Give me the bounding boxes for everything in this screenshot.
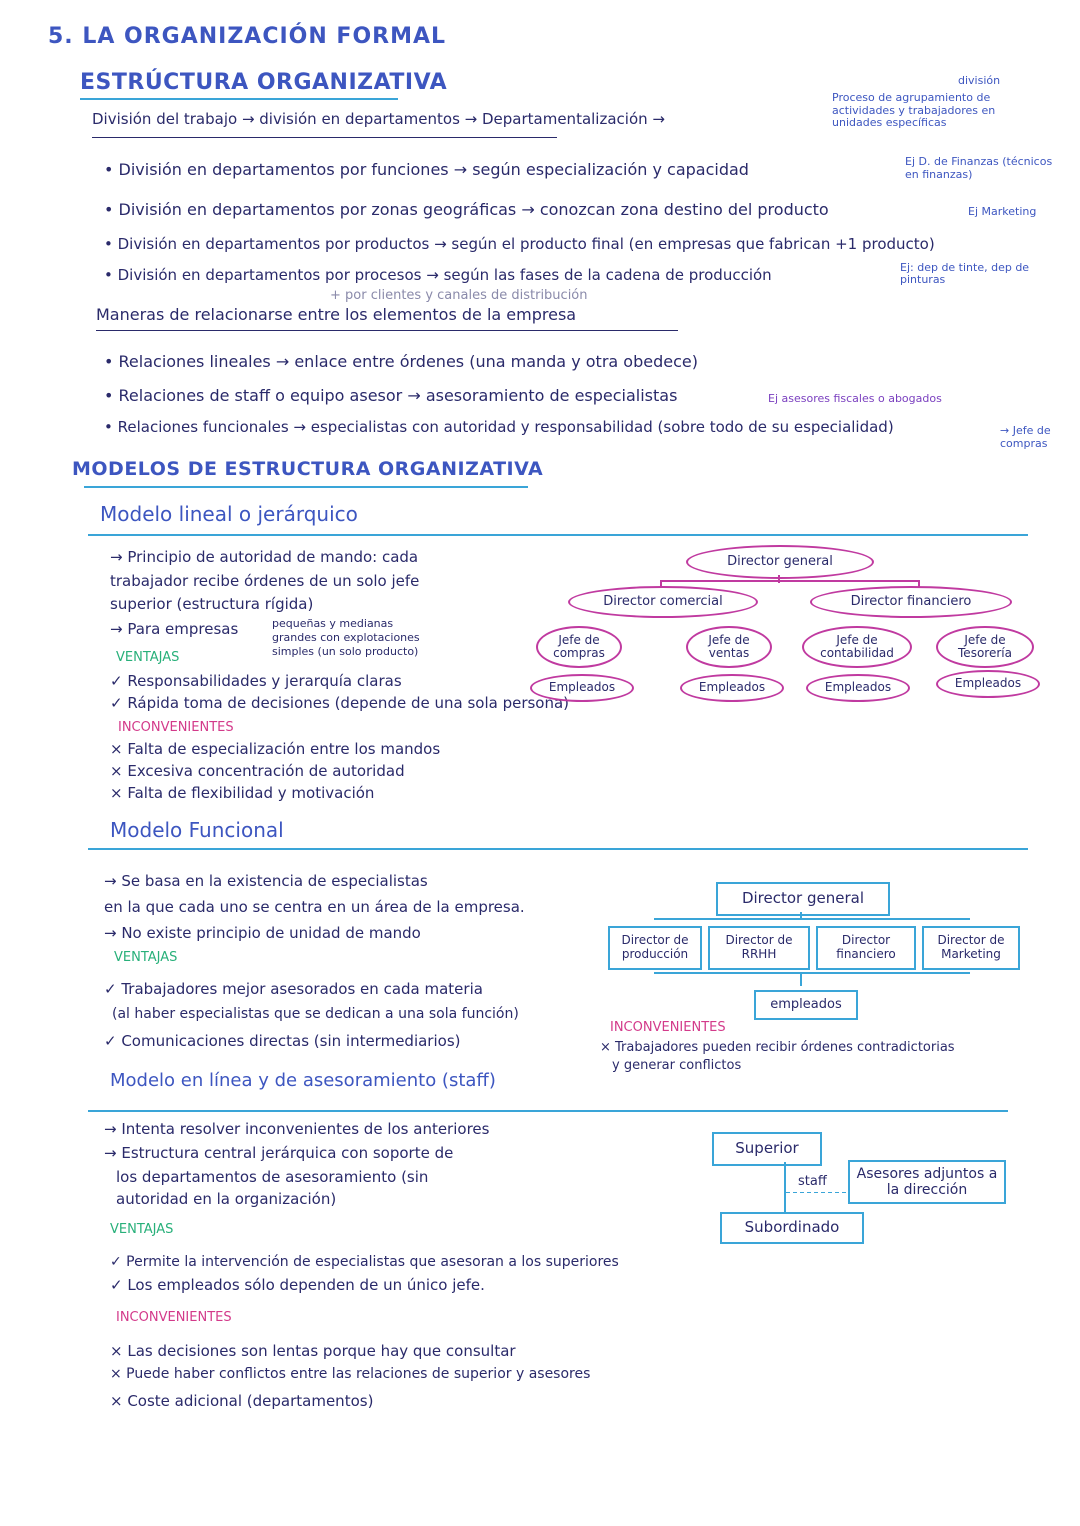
lineal-rule xyxy=(88,534,1028,536)
org-lineal-base-2: Empleados xyxy=(680,674,784,702)
org-funcional-top: Director general xyxy=(716,882,890,916)
org-funcional-mid-1: Director de producción xyxy=(608,926,702,970)
section-heading-modelos: MODELOS DE ESTRUCTURA ORGANIZATIVA xyxy=(72,458,544,480)
org-staff-top: Superior xyxy=(712,1132,822,1166)
lineal-inconveniente-1: × Falta de especialización entre los mandos xyxy=(110,740,441,758)
bullet-funciones-note: Ej D. de Finanzas (técnicos en finanzas) xyxy=(905,155,1053,181)
relation-lineales: • Relaciones lineales → enlace entre órdenes (una manda y otra obedece) xyxy=(104,352,698,371)
org-lineal-low-1: Jefe de compras xyxy=(536,626,622,668)
funcional-line-2: en la que cada uno se centra en un área de la empresa. xyxy=(104,898,525,916)
org-funcional-mid-2: Director de RRHH xyxy=(708,926,810,970)
relation-funcionales-note: → Jefe de compras xyxy=(1000,424,1051,450)
division-note-top: división xyxy=(958,74,1001,87)
org-lineal-low-4: Jefe de Tesorería xyxy=(936,626,1034,668)
funcional-ventaja-3: ✓ Comunicaciones directas (sin intermediarios) xyxy=(104,1032,461,1050)
lineal-option-2: grandes con explotaciones xyxy=(272,631,420,644)
bullet-zonas: • División en departamentos por zonas geográficas → conozcan zona destino del producto xyxy=(104,200,829,219)
staff-inconveniente-2: × Puede haber conflictos entre las relaciones de superior y asesores xyxy=(110,1366,591,1382)
relation-staff-note: Ej asesores fiscales o abogados xyxy=(768,392,942,405)
division-underline xyxy=(92,137,557,138)
lineal-option-1: pequeñas y medianas xyxy=(272,617,394,630)
lineal-ventaja-1: ✓ Responsabilidades y jerarquía claras xyxy=(110,672,402,690)
staff-line-3: los departamentos de asesoramiento (sin xyxy=(116,1168,429,1186)
org-lineal-base-1: Empleados xyxy=(530,674,634,702)
funcional-rule xyxy=(88,848,1028,850)
staff-line-2: → Estructura central jerárquica con soporte de xyxy=(104,1144,454,1162)
org-connector xyxy=(784,1162,786,1212)
lineal-heading: Modelo lineal o jerárquico xyxy=(100,502,358,526)
lineal-line-2: trabajador recibe órdenes de un solo jefe xyxy=(110,572,420,590)
org-staff-label: staff xyxy=(798,1174,827,1189)
bullet-procesos-note: Ej: dep de tinte, dep de pinturas xyxy=(900,261,1030,287)
org-funcional-mid-3: Director financiero xyxy=(816,926,916,970)
staff-heading: Modelo en línea y de asesoramiento (staff) xyxy=(110,1070,496,1091)
relations-underline xyxy=(96,330,678,331)
lineal-line-3: superior (estructura rígida) xyxy=(110,595,314,613)
org-connector xyxy=(800,912,802,920)
org-staff-advisor: Asesores adjuntos a la dirección xyxy=(848,1160,1006,1204)
lineal-ventajas-label: VENTAJAS xyxy=(116,650,180,665)
org-staff-bottom: Subordinado xyxy=(720,1212,864,1244)
staff-inconveniente-3: × Coste adicional (departamentos) xyxy=(110,1392,374,1410)
staff-ventaja-2: ✓ Los empleados sólo dependen de un único jefe. xyxy=(110,1276,485,1294)
staff-rule xyxy=(88,1110,1008,1112)
bullet-extra: + por clientes y canales de distribución xyxy=(330,288,588,303)
org-lineal-base-4: Empleados xyxy=(936,670,1040,698)
staff-line-1: → Intenta resolver inconvenientes de los anteriores xyxy=(104,1120,490,1138)
relations-heading: Maneras de relacionarse entre los elementos de la empresa xyxy=(96,305,577,324)
funcional-inconveniente-2: y generar conflictos xyxy=(612,1058,742,1073)
heading-underline xyxy=(80,98,398,100)
funcional-ventajas-label: VENTAJAS xyxy=(114,950,178,965)
staff-line-4: autoridad en la organización) xyxy=(116,1190,337,1208)
org-lineal-low-3: Jefe de contabilidad xyxy=(802,626,912,668)
funcional-line-1: → Se basa en la existencia de especialistas xyxy=(104,872,428,890)
funcional-inconveniente-1: × Trabajadores pueden recibir órdenes contradictorias xyxy=(600,1040,955,1055)
section-heading-estructura: ESTRÚCTURA ORGANIZATIVA xyxy=(80,70,448,95)
lineal-inconveniente-2: × Excesiva concentración de autoridad xyxy=(110,762,405,780)
bullet-funciones: • División en departamentos por funciones → según especialización y capacidad xyxy=(104,160,749,179)
staff-ventaja-1: ✓ Permite la intervención de especialistas que asesoran a los superiores xyxy=(110,1254,619,1270)
modelos-underline xyxy=(84,486,528,488)
funcional-line-3: → No existe principio de unidad de mando xyxy=(104,924,421,942)
lineal-inconveniente-3: × Falta de flexibilidad y motivación xyxy=(110,784,375,802)
funcional-ventaja-2: (al haber especialistas que se dedican a una sola función) xyxy=(112,1006,519,1022)
org-lineal-mid-2: Director financiero xyxy=(810,586,1012,618)
funcional-heading: Modelo Funcional xyxy=(110,818,284,842)
funcional-inconvenientes-label: INCONVENIENTES xyxy=(610,1020,726,1035)
org-lineal-low-2: Jefe de ventas xyxy=(686,626,772,668)
org-funcional-base: empleados xyxy=(754,990,858,1020)
lineal-ventaja-2: ✓ Rápida toma de decisiones (depende de una sola persona) xyxy=(110,694,570,712)
bullet-zonas-note: Ej Marketing xyxy=(968,205,1037,218)
org-funcional-mid-4: Director de Marketing xyxy=(922,926,1020,970)
relation-funcionales: • Relaciones funcionales → especialistas con autoridad y responsabilidad (sobre todo de su especialidad) xyxy=(104,418,894,436)
funcional-ventaja-1: ✓ Trabajadores mejor asesorados en cada materia xyxy=(104,980,483,998)
org-connector xyxy=(660,580,920,582)
page-title: 5. LA ORGANIZACIÓN FORMAL xyxy=(48,24,447,49)
org-lineal-base-3: Empleados xyxy=(806,674,910,702)
org-connector xyxy=(800,972,802,986)
division-line: División del trabajo → división en departamentos → Departamentalización → xyxy=(92,110,665,128)
relation-staff: • Relaciones de staff o equipo asesor → asesoramiento de especialistas xyxy=(104,386,678,405)
bullet-procesos: • División en departamentos por procesos → según las fases de la cadena de producción xyxy=(104,266,772,284)
bullet-productos: • División en departamentos por productos → según el producto final (en empresas que fabrican +1 producto) xyxy=(104,235,935,253)
org-staff-dashed xyxy=(786,1192,848,1193)
lineal-inconvenientes-label: INCONVENIENTES xyxy=(118,720,234,735)
lineal-option-3: simples (un solo producto) xyxy=(272,645,419,658)
org-connector xyxy=(654,972,970,974)
org-connector xyxy=(654,918,970,920)
org-lineal-top: Director general xyxy=(686,545,874,579)
staff-inconveniente-1: × Las decisiones son lentas porque hay que consultar xyxy=(110,1342,516,1360)
org-lineal-mid-1: Director comercial xyxy=(568,586,758,618)
lineal-line-1: → Principio de autoridad de mando: cada xyxy=(110,548,419,566)
staff-inconvenientes-label: INCONVENIENTES xyxy=(116,1310,232,1325)
staff-ventajas-label: VENTAJAS xyxy=(110,1222,174,1237)
lineal-line-4: → Para empresas xyxy=(110,620,239,638)
division-note: Proceso de agrupamiento de actividades y trabajadores en unidades específicas xyxy=(832,91,996,130)
org-connector xyxy=(778,575,780,583)
